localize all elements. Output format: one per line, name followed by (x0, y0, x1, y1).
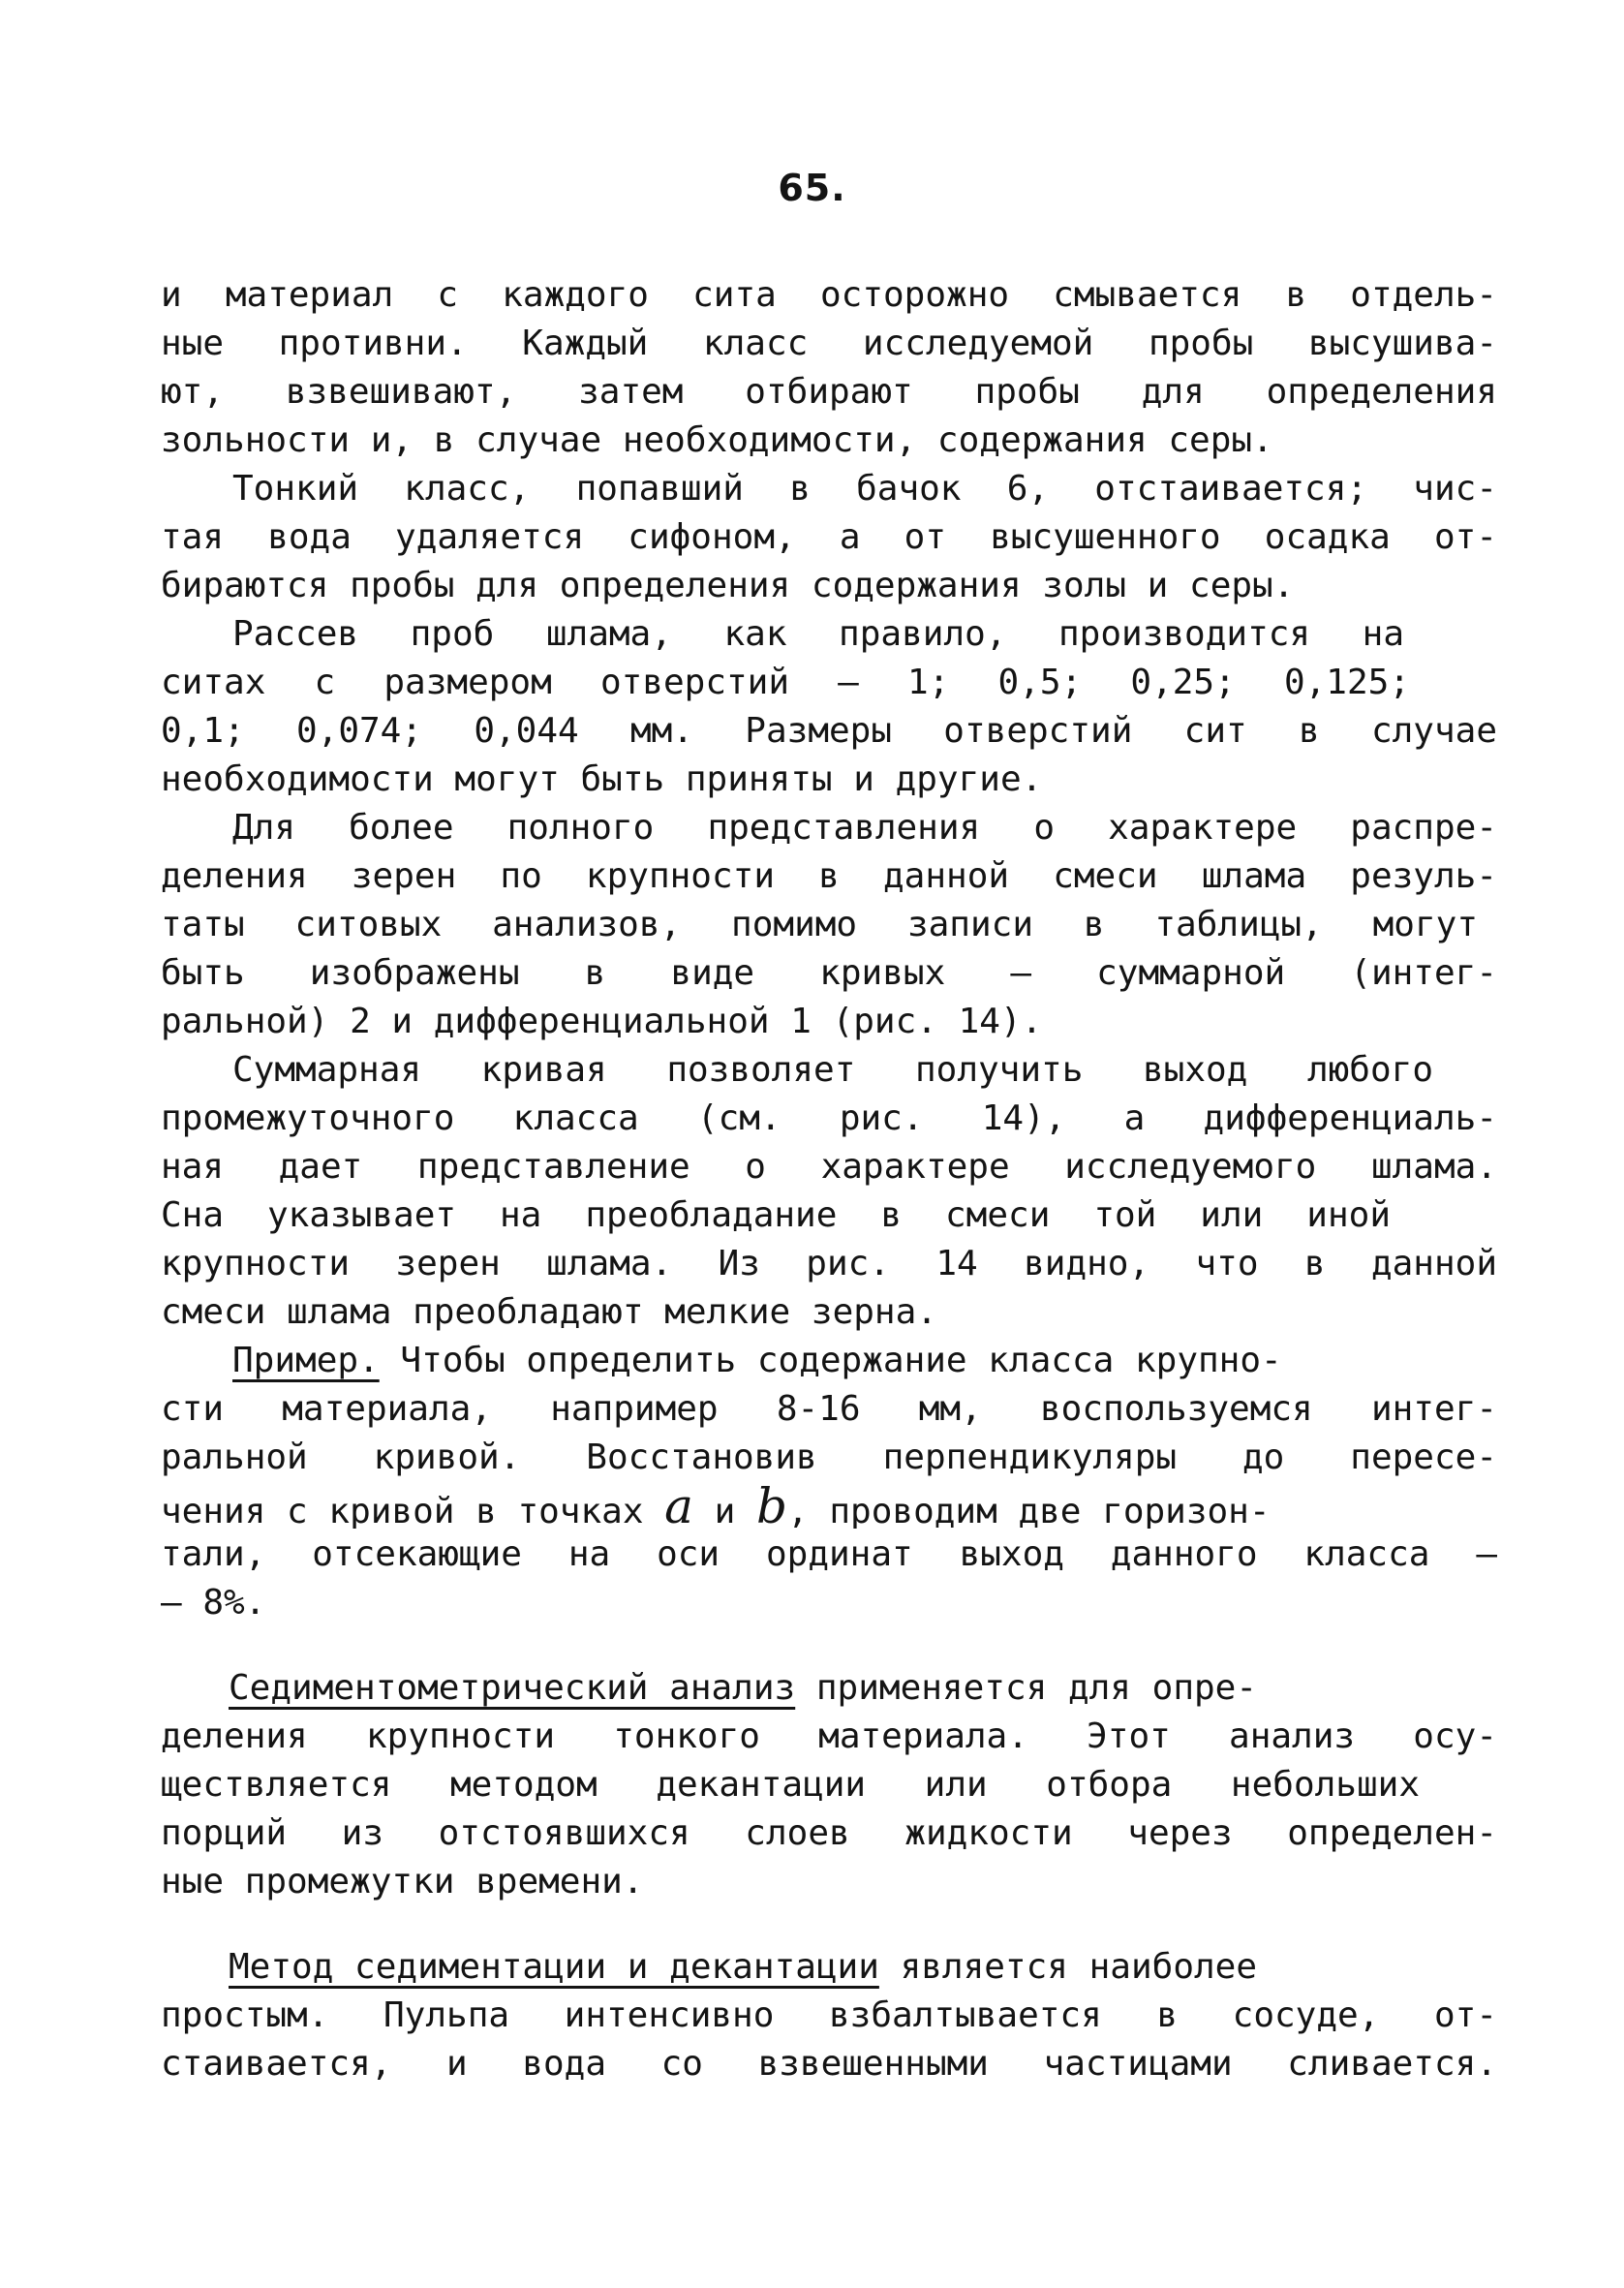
sedimentometric-heading: Седиментометрический анализ (229, 1668, 796, 1708)
text-line-18: промежуточного класса (см. рис. 14), а дифференциаль- (161, 1098, 1497, 1138)
text-line-33: ные промежутки времени. (161, 1862, 644, 1902)
text-line-23-rest: Чтобы определить содержание класса крупно- (379, 1341, 1282, 1380)
point-a-label: a (664, 1484, 693, 1529)
text-line-1: и материал с каждого сита осторожно смывается в отдель- (161, 275, 1497, 315)
text-line-27: тали, отсекающие на оси ординат выход данного класса – (161, 1534, 1497, 1574)
point-b-label: b (756, 1484, 788, 1529)
text-line-16: ральной) 2 и дифференциальной 1 (рис. 14). (161, 1002, 1043, 1041)
text-line-13: деления зерен по крупности в данной смеси шлама резуль- (161, 856, 1497, 896)
text-line-7: бираются пробы для определения содержания золы и серы. (161, 566, 1295, 605)
text-line-31: ществляется методом декантации или отбора небольших (161, 1765, 1420, 1805)
text-line-15: быть изображены в виде кривых – суммарной (интег- (161, 953, 1497, 993)
text-line-24: сти материала, например 8-16 мм, воспользуемся интег- (161, 1389, 1497, 1429)
text-line-17: Суммарная кривая позволяет получить выход любого (232, 1050, 1433, 1090)
text-line-26-start: чения с кривой в точках (161, 1492, 665, 1529)
text-line-19: ная дает представление о характере исследуемого шлама. (161, 1147, 1497, 1187)
text-line-11: необходимости могут быть приняты и другие. (161, 759, 1043, 799)
text-line-6: тая вода удаляется сифоном, а от высушенного осадка от- (161, 517, 1497, 557)
page-number: 65. (778, 167, 846, 209)
text-line-12: Для более полного представления о характере распре- (232, 808, 1497, 848)
text-line-29 (229, 1666, 1497, 1711)
text-line-21: крупности зерен шлама. Из рис. 14 видно, что в данной (161, 1244, 1497, 1283)
text-line-26-end: , проводим две горизон- (787, 1492, 1271, 1529)
text-line-29-rest: применяется для опре- (795, 1668, 1258, 1708)
text-line-35: простым. Пульпа интенсивно взбалтывается в сосуде, от- (161, 1995, 1497, 2035)
text-line-4: зольности и, в случае необходимости, содержания серы. (161, 420, 1273, 460)
text-line-8: Рассев проб шлама, как правило, производится на (232, 614, 1404, 654)
text-line-26-mid: и (692, 1492, 757, 1529)
text-line-34 (229, 1945, 1497, 1990)
text-line-20: Сна указывает на преобладание в смеси той или иной (161, 1195, 1391, 1235)
text-line-14: таты ситовых анализов, помимо записи в таблицы, могут (161, 905, 1478, 944)
text-line-30: деления крупности тонкого материала. Этот анализ осу- (161, 1716, 1497, 1756)
example-heading: Пример. (232, 1341, 380, 1380)
text-line-36: стаивается, и вода со взвешенными частицами сливается. (161, 2044, 1497, 2084)
text-line-9: ситах с размером отверстий – 1; 0,5; 0,25; 0,125; (161, 663, 1410, 702)
text-line-5: Тонкий класс, попавший в бачок 6, отстаивается; чис- (232, 469, 1497, 509)
text-line-25: ральной кривой. Восстановив перпендикуляры до пересе- (161, 1438, 1497, 1477)
text-line-23 (232, 1339, 1497, 1383)
text-line-26 (161, 1484, 1497, 1529)
text-line-22: смеси шлама преобладают мелкие зерна. (161, 1292, 937, 1332)
text-line-28: – 8%. (161, 1583, 266, 1623)
text-line-2: ные противни. Каждый класс исследуемой пробы высушива- (161, 324, 1497, 363)
text-line-10: 0,1; 0,074; 0,044 мм. Размеры отверстий сит в случае (161, 711, 1497, 751)
text-line-34-rest: является наиболее (878, 1947, 1258, 1987)
text-line-32: порций из отстоявшихся слоев жидкости через определен- (161, 1813, 1497, 1853)
decantation-heading: Метод седиментации и декантации (229, 1947, 879, 1987)
text-line-3: ют, взвешивают, затем отбирают пробы для определения (161, 372, 1497, 412)
